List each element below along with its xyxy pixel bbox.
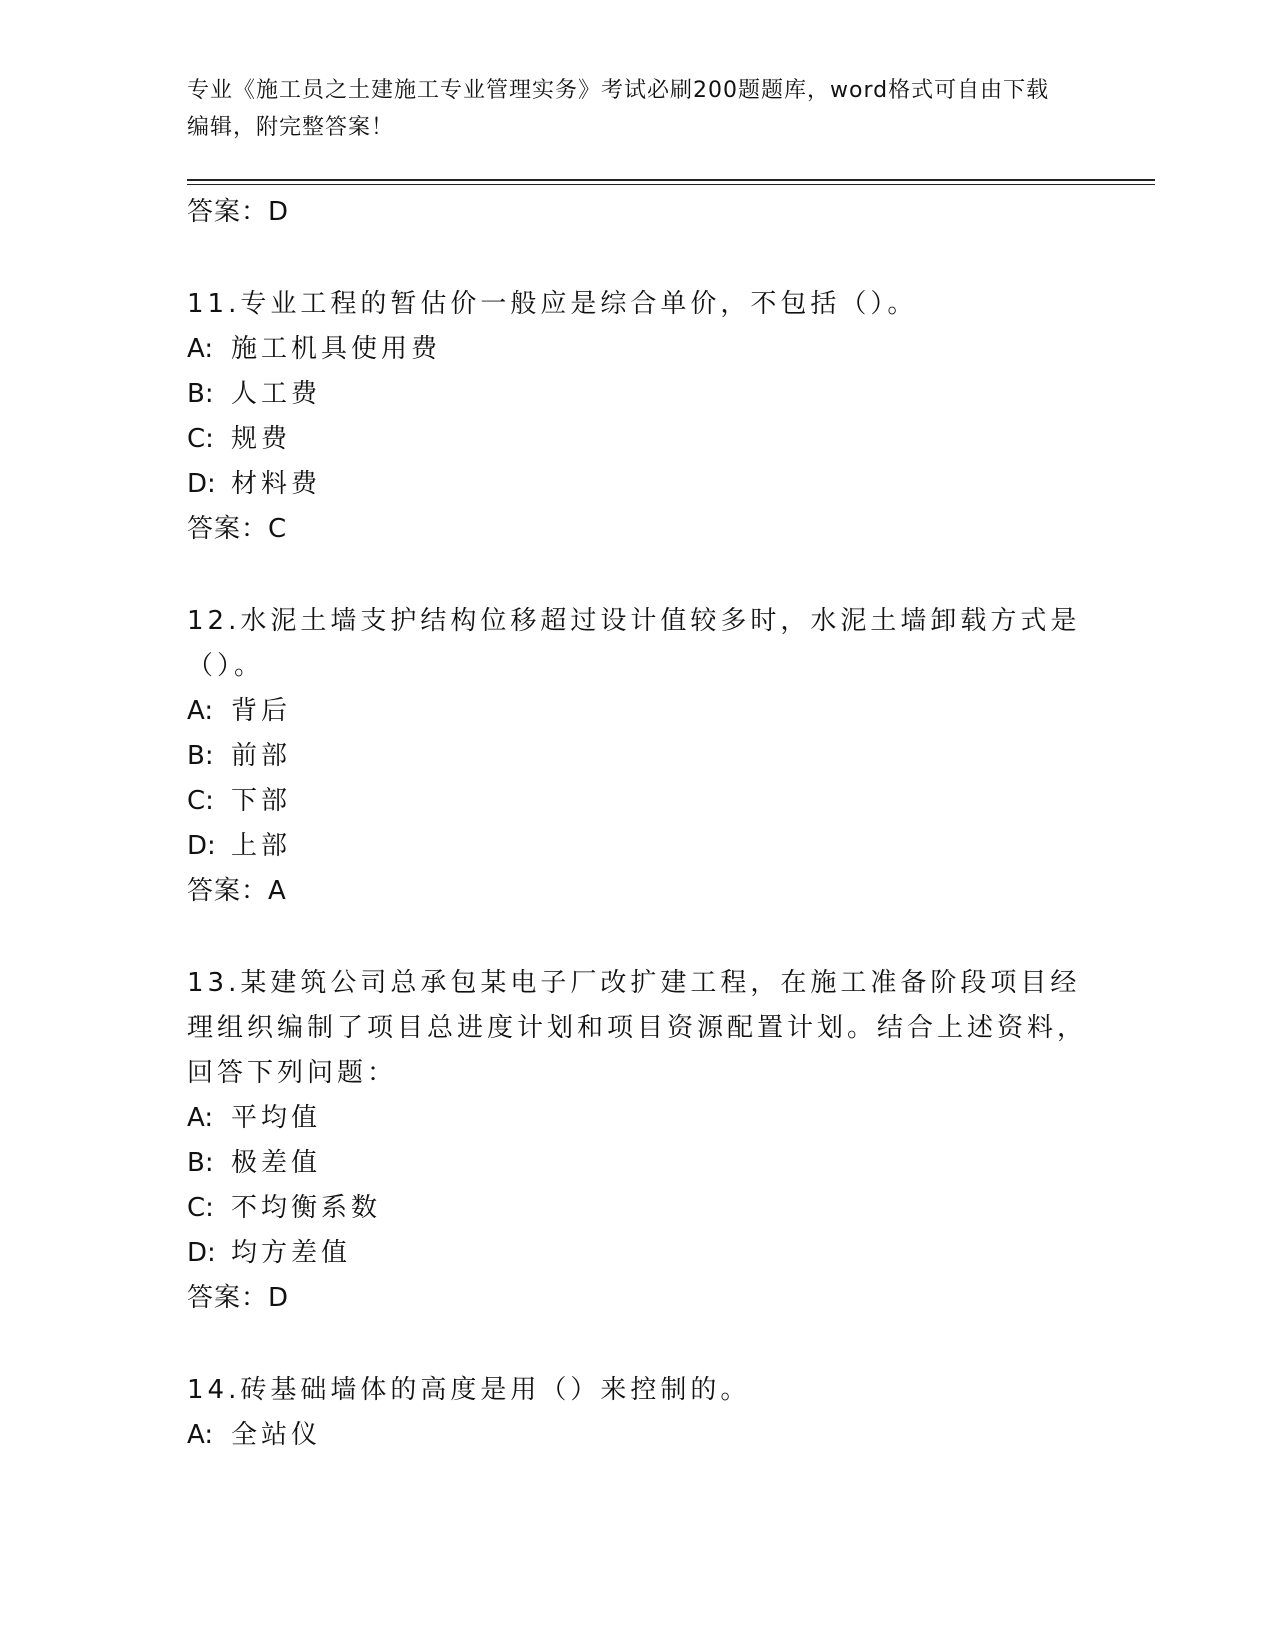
option-letter: A: <box>187 1420 214 1450</box>
option-a <box>187 689 1087 734</box>
option-letter: C: <box>187 786 214 816</box>
option-c <box>187 417 1087 462</box>
option-text: 背后 <box>231 696 292 726</box>
option-letter: D: <box>187 1238 216 1268</box>
option-text: 施工机具使用费 <box>231 334 442 364</box>
option-text: 材料费 <box>231 469 322 499</box>
question-text: 13.某建筑公司总承包某电子厂改扩建工程，在施工准备阶段项目经理组织编制了项目总进度计划和项目资源配置计划。结合上述资料，回答下列问题： <box>187 968 1088 1088</box>
answer-line: 答案：C <box>187 514 288 544</box>
answer-line: 答案：D <box>187 1283 290 1313</box>
option-letter: B: <box>187 741 214 771</box>
option-letter: B: <box>187 1148 214 1178</box>
header-rule-thin <box>187 184 1155 185</box>
option-letter: A: <box>187 1103 214 1133</box>
question-block <box>187 1368 1087 1458</box>
answer-line: 答案：D <box>187 197 290 227</box>
option-text: 平均值 <box>231 1103 322 1133</box>
option-text: 不均衡系数 <box>231 1193 382 1223</box>
option-b <box>187 372 1087 417</box>
option-text: 下部 <box>231 786 292 816</box>
option-text: 前部 <box>231 741 292 771</box>
option-a <box>187 327 1087 372</box>
option-letter: D: <box>187 831 216 861</box>
option-letter: A: <box>187 334 214 364</box>
option-d <box>187 1231 1087 1276</box>
question-text: 11.专业工程的暂估价一般应是综合单价，不包括（）。 <box>187 289 918 319</box>
option-d <box>187 462 1087 507</box>
option-letter: A: <box>187 696 214 726</box>
option-text: 上部 <box>231 831 292 861</box>
question-block <box>187 961 1087 1321</box>
question-block <box>187 599 1087 914</box>
option-text: 极差值 <box>231 1148 322 1178</box>
question-list <box>187 190 1087 1458</box>
option-c <box>187 1186 1087 1231</box>
option-a <box>187 1096 1087 1141</box>
question-text: 12.水泥土墙支护结构位移超过设计值较多时，水泥土墙卸载方式是（）。 <box>187 606 1081 681</box>
question-block <box>187 282 1087 552</box>
option-text: 规费 <box>231 424 292 454</box>
option-letter: D: <box>187 469 216 499</box>
question-text: 14.砖基础墙体的高度是用（）来控制的。 <box>187 1375 751 1405</box>
option-c <box>187 779 1087 824</box>
option-a <box>187 1413 1087 1458</box>
option-text: 全站仪 <box>231 1420 322 1450</box>
option-b <box>187 1141 1087 1186</box>
option-text: 人工费 <box>231 379 322 409</box>
answer-line: 答案：A <box>187 876 287 906</box>
option-letter: C: <box>187 1193 214 1223</box>
header-rule-thick <box>187 179 1155 181</box>
document-header: 专业《施工员之土建施工专业管理实务》考试必刷200题题库，word格式可自由下载编辑，附完整答案！ <box>187 78 1050 140</box>
option-b <box>187 734 1087 779</box>
option-letter: B: <box>187 379 214 409</box>
option-letter: C: <box>187 424 214 454</box>
option-text: 均方差值 <box>231 1238 352 1268</box>
option-d <box>187 824 1087 869</box>
